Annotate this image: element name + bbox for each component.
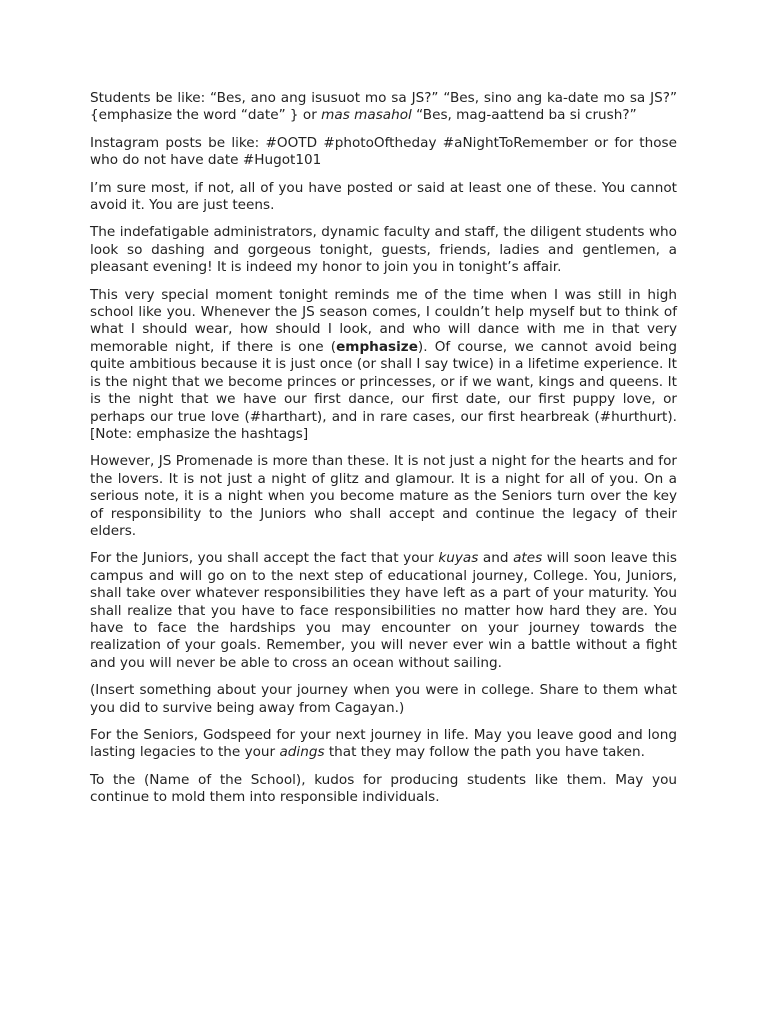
text-run: For the Juniors, you shall accept the fact that your bbox=[90, 550, 439, 567]
text-run: Students be like: “Bes, ano ang isusuot mo sa JS?” “Bes, sino ang ka-date mo sa JS?” {emphasize the word “date” } or bbox=[90, 90, 677, 124]
paragraph-greeting: The indefatigable administrators, dynamic faculty and staff, the diligent students who look so dashing and gorgeous tonight, guests, friends, ladies and gentlemen, a pleasant evening! It is indeed my honor to join you in tonight’s affair. bbox=[90, 224, 677, 276]
paragraph-students-be-like bbox=[90, 90, 677, 125]
italic-text: kuyas bbox=[438, 550, 479, 567]
text-run: This very special moment tonight reminds me of the time when I was still in high school like you. Whenever the JS season comes, I couldn’t help myself but to think of what I should wear, how should I look, and who will dance with me in that very memorable night, if there is one ( bbox=[90, 286, 677, 355]
paragraph-sure-most: I’m sure most, if not, all of you have posted or said at least one of these. You cannot avoid it. You are just teens. bbox=[90, 179, 677, 214]
paragraph-instagram-posts: Instagram posts be like: #OOTD #photoOftheday #aNightToRemember or for those who do not have date #Hugot101 bbox=[90, 134, 677, 169]
text-run: ). Of course, we cannot avoid being quite ambitious because it is just once (or shall I say twice) in a lifetime experience. It is the night that we become princes or princesses, or if we want, kings and queens. It is the night that we have our first dance, our first date, our first puppy love, or perhaps our true love (#harthart), and in rare cases, our first hearbreak (#hurthurt). [Note: emphasize the hashtags] bbox=[90, 338, 677, 442]
text-run: For the Seniors, Godspeed for your next journey in life. May you leave good and long lasting legacies to the your bbox=[90, 727, 677, 761]
italic-text: adings bbox=[279, 744, 325, 761]
paragraph-juniors bbox=[90, 550, 677, 672]
text-run: will soon leave this campus and will go on to the next step of educational journey, College. You, Juniors, shall take over whatever responsibilities they have left as a part of your maturity. You shall realize that you have to face responsibilities no matter how hard they are. You have to face the hardships you may encounter on your journey towards the realization of your goals. Remember, you will never ever win a battle without a fight and you will never be able to cross an ocean without sailing. bbox=[90, 550, 677, 671]
text-run: “Bes, mag-aattend ba si crush?” bbox=[411, 107, 637, 124]
paragraph-special-moment bbox=[90, 287, 677, 444]
paragraph-seniors bbox=[90, 727, 677, 762]
text-run: and bbox=[478, 550, 514, 567]
italic-text: ates bbox=[513, 550, 543, 567]
italic-text: mas masahol bbox=[321, 107, 412, 124]
text-run: that they may follow the path you have taken. bbox=[324, 744, 645, 761]
paragraph-insert-journey: (Insert something about your journey when you were in college. Share to them what you did to survive being away from Cagayan.) bbox=[90, 682, 677, 716]
document-page bbox=[90, 90, 677, 817]
paragraph-school-kudos: To the (Name of the School), kudos for producing students like them. May you continue to mold them into responsible individuals. bbox=[90, 771, 677, 806]
paragraph-more-than-these: However, JS Promenade is more than these. It is not just a night for the hearts and for the lovers. It is not just a night of glitz and glamour. It is a night for all of you. On a serious note, it is a night when you become mature as the Seniors turn over the key of responsibility to the Juniors who shall accept and continue the legacy of their elders. bbox=[90, 453, 677, 539]
bold-text: emphasize bbox=[336, 338, 418, 355]
